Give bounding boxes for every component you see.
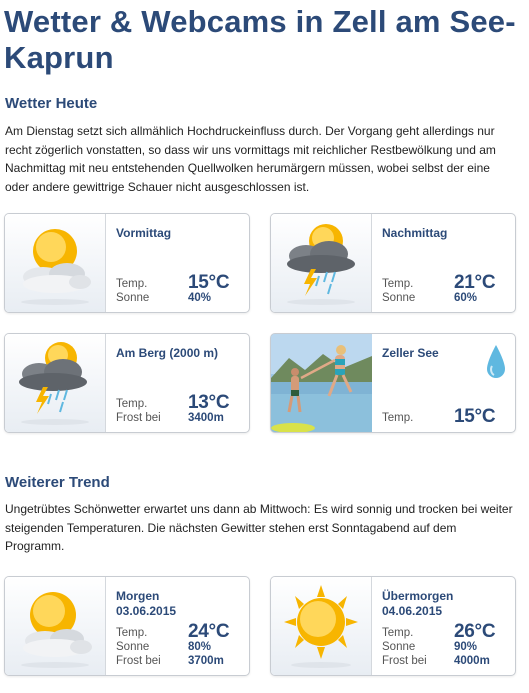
card-title: Morgen [116,589,160,603]
temp-value: 24°C [188,621,230,642]
frost-value: 4000m [454,655,490,667]
temp-value: 13°C [188,392,230,413]
card-date: 04.06.2015 [382,604,443,618]
frost-label: Frost bei [382,655,427,667]
temp-value: 15°C [454,406,496,427]
temp-label: Temp. [116,627,148,639]
sun-label: Sonne [116,641,150,653]
trend-forecast-text: Ungetrübtes Schönwetter erwartet uns dann ab Mittwoch: Es wird sonnig und trocken bei weiter steigenden Temperaturen. Die nächsten Gewitter stehen erst Sonntagabend auf dem Programm. [5,502,513,553]
card-title: Zeller See [382,346,439,360]
card-title: Vormittag [116,226,172,240]
sun-label: Sonne [116,292,150,304]
card-title: Übermorgen [382,589,454,603]
temp-value: 26°C [454,621,496,642]
temp-value: 21°C [454,272,496,293]
page-title: Wetter & Webcams in Zell am See-Kaprun [4,4,516,75]
temp-label: Temp. [382,278,414,290]
today-forecast-text: Am Dienstag setzt sich allmählich Hochdruckeinfluss durch. Der Vorgang geht allerdings nur recht zögerlich vonstatten, so dass wir uns vormittags mit reichlicher Restbewölkung und am Nachmittag mit neu entstehenden Quellwolken herumärgern müssen, wobei selbst der eine oder andere gewittrige Schauer nicht ausgeschlossen ist. [5,124,496,194]
card-title: Nachmittag [382,226,448,240]
forecast-card-am-berg [4,333,250,433]
section-heading-today: Wetter Heute [5,95,98,112]
thunderstorm-sun-icon [271,214,372,312]
temp-label: Temp. [382,627,414,639]
temp-label: Temp. [116,398,148,410]
section-heading-trend: Weiterer Trend [5,474,110,491]
temp-label: Temp. [382,412,414,424]
frost-label: Frost bei [116,655,161,667]
temp-value: 15°C [188,272,230,293]
sun-label: Sonne [382,641,416,653]
frost-value: 3400m [188,412,224,424]
forecast-card-morgen [4,576,250,676]
lake-photo [271,334,372,432]
sun-value: 40% [188,292,212,304]
card-date: 03.06.2015 [116,604,177,618]
forecast-card-zeller-see [270,333,516,433]
card-title: Am Berg (2000 m) [116,346,219,360]
sun-cloud-icon [5,577,106,675]
sun-label: Sonne [382,292,416,304]
sun-icon [271,577,372,675]
sun-value: 90% [454,641,478,653]
sun-value: 60% [454,292,478,304]
forecast-card-vormittag [4,213,250,313]
sun-value: 80% [188,641,212,653]
frost-value: 3700m [188,655,224,667]
frost-label: Frost bei [116,412,161,424]
forecast-card-nachmittag [270,213,516,313]
thunderstorm-sun-icon [5,334,106,432]
water-drop-icon [486,344,506,380]
temp-label: Temp. [116,278,148,290]
sun-cloud-icon [5,214,106,312]
forecast-card-uebermorgen [270,576,516,676]
